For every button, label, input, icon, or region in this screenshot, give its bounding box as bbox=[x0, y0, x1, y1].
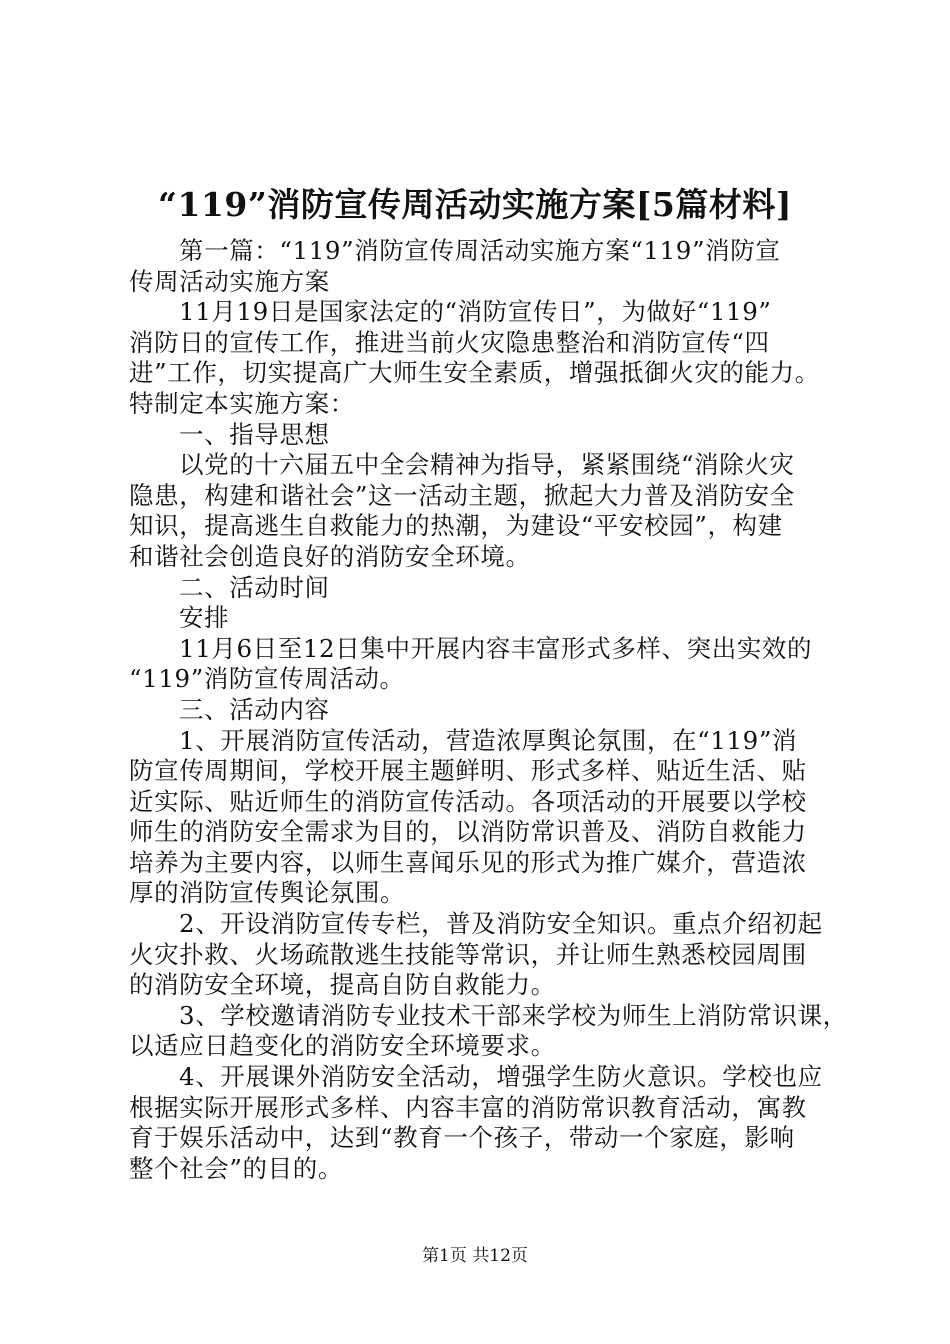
body-line: 特制定本实施方案： bbox=[129, 388, 355, 418]
body-line: 整个社会”的目的。 bbox=[129, 1153, 343, 1183]
body-line: 2、开设消防宣传专栏，普及消防安全知识。重点介绍初起 bbox=[179, 909, 823, 939]
body-line: 一、指导思想 bbox=[179, 419, 330, 449]
body-line: 和谐社会创造良好的消防安全环境。 bbox=[129, 541, 531, 571]
body-line: 11月6日至12日集中开展内容丰富形式多样、突出实效的 bbox=[179, 633, 813, 663]
body-line: 隐患，构建和谐社会”这一活动主题，掀起大力普及消防安全 bbox=[129, 480, 795, 510]
body-line: 以党的十六届五中全会精神为指导，紧紧围绕“消除火灾 bbox=[179, 450, 795, 480]
body-line: 二、活动时间 bbox=[179, 572, 330, 602]
body-line: 安排 bbox=[179, 603, 230, 633]
body-line: 火灾扑救、火场疏散逃生技能等常识，并让师生熟悉校园周围 bbox=[129, 939, 807, 969]
body-line: 育于娱乐活动中，达到“教育一个孩子，带动一个家庭，影响 bbox=[129, 1123, 795, 1153]
body-line: 第一篇：“119”消防宣传周活动实施方案“119”消防宣 bbox=[179, 236, 781, 265]
document-body bbox=[129, 236, 848, 1184]
body-line: 传周活动实施方案 bbox=[129, 266, 330, 296]
body-line: 1、开展消防宣传活动，营造浓厚舆论氛围，在“119”消 bbox=[179, 725, 798, 755]
document-title: “119”消防宣传周活动实施方案[5篇材料] bbox=[157, 185, 793, 224]
body-line: 根据实际开展形式多样、内容丰富的消防常识教育活动，寓教 bbox=[129, 1092, 807, 1122]
body-line: 师生的消防安全需求为目的，以消防常识普及、消防自救能力 bbox=[129, 817, 807, 847]
body-line: 防宣传周期间，学校开展主题鲜明、形式多样、贴近生活、贴 bbox=[129, 756, 807, 786]
body-line: 3、学校邀请消防专业技术干部来学校为师生上消防常识课， bbox=[179, 1000, 848, 1030]
page-footer: 第1页 共12页 bbox=[422, 1246, 528, 1266]
body-line: “119”消防宣传周活动。 bbox=[129, 664, 405, 694]
body-line: 的消防安全环境，提高自防自救能力。 bbox=[129, 970, 556, 1000]
body-line: 以适应日趋变化的消防安全环境要求。 bbox=[129, 1031, 556, 1061]
body-line: 近实际、贴近师生的消防宣传活动。各项活动的开展要以学校 bbox=[129, 786, 807, 816]
body-line: 培养为主要内容，以师生喜闻乐见的形式为推广媒介，营造浓 bbox=[129, 847, 807, 877]
body-line: 消防日的宣传工作，推进当前火灾隐患整治和消防宣传“四 bbox=[129, 327, 770, 357]
body-line: 进”工作，切实提高广大师生安全素质，增强抵御火灾的能力。 bbox=[129, 358, 820, 388]
body-line: 厚的消防宣传舆论氛围。 bbox=[129, 878, 406, 908]
body-line: 三、活动内容 bbox=[179, 694, 330, 724]
body-line: 11月19日是国家法定的“消防宣传日”，为做好“119” bbox=[179, 297, 772, 327]
body-line: 知识，提高逃生自救能力的热潮，为建设“平安校园”，构建 bbox=[129, 511, 783, 541]
body-line: 4、开展课外消防安全活动，增强学生防火意识。学校也应 bbox=[179, 1062, 823, 1092]
